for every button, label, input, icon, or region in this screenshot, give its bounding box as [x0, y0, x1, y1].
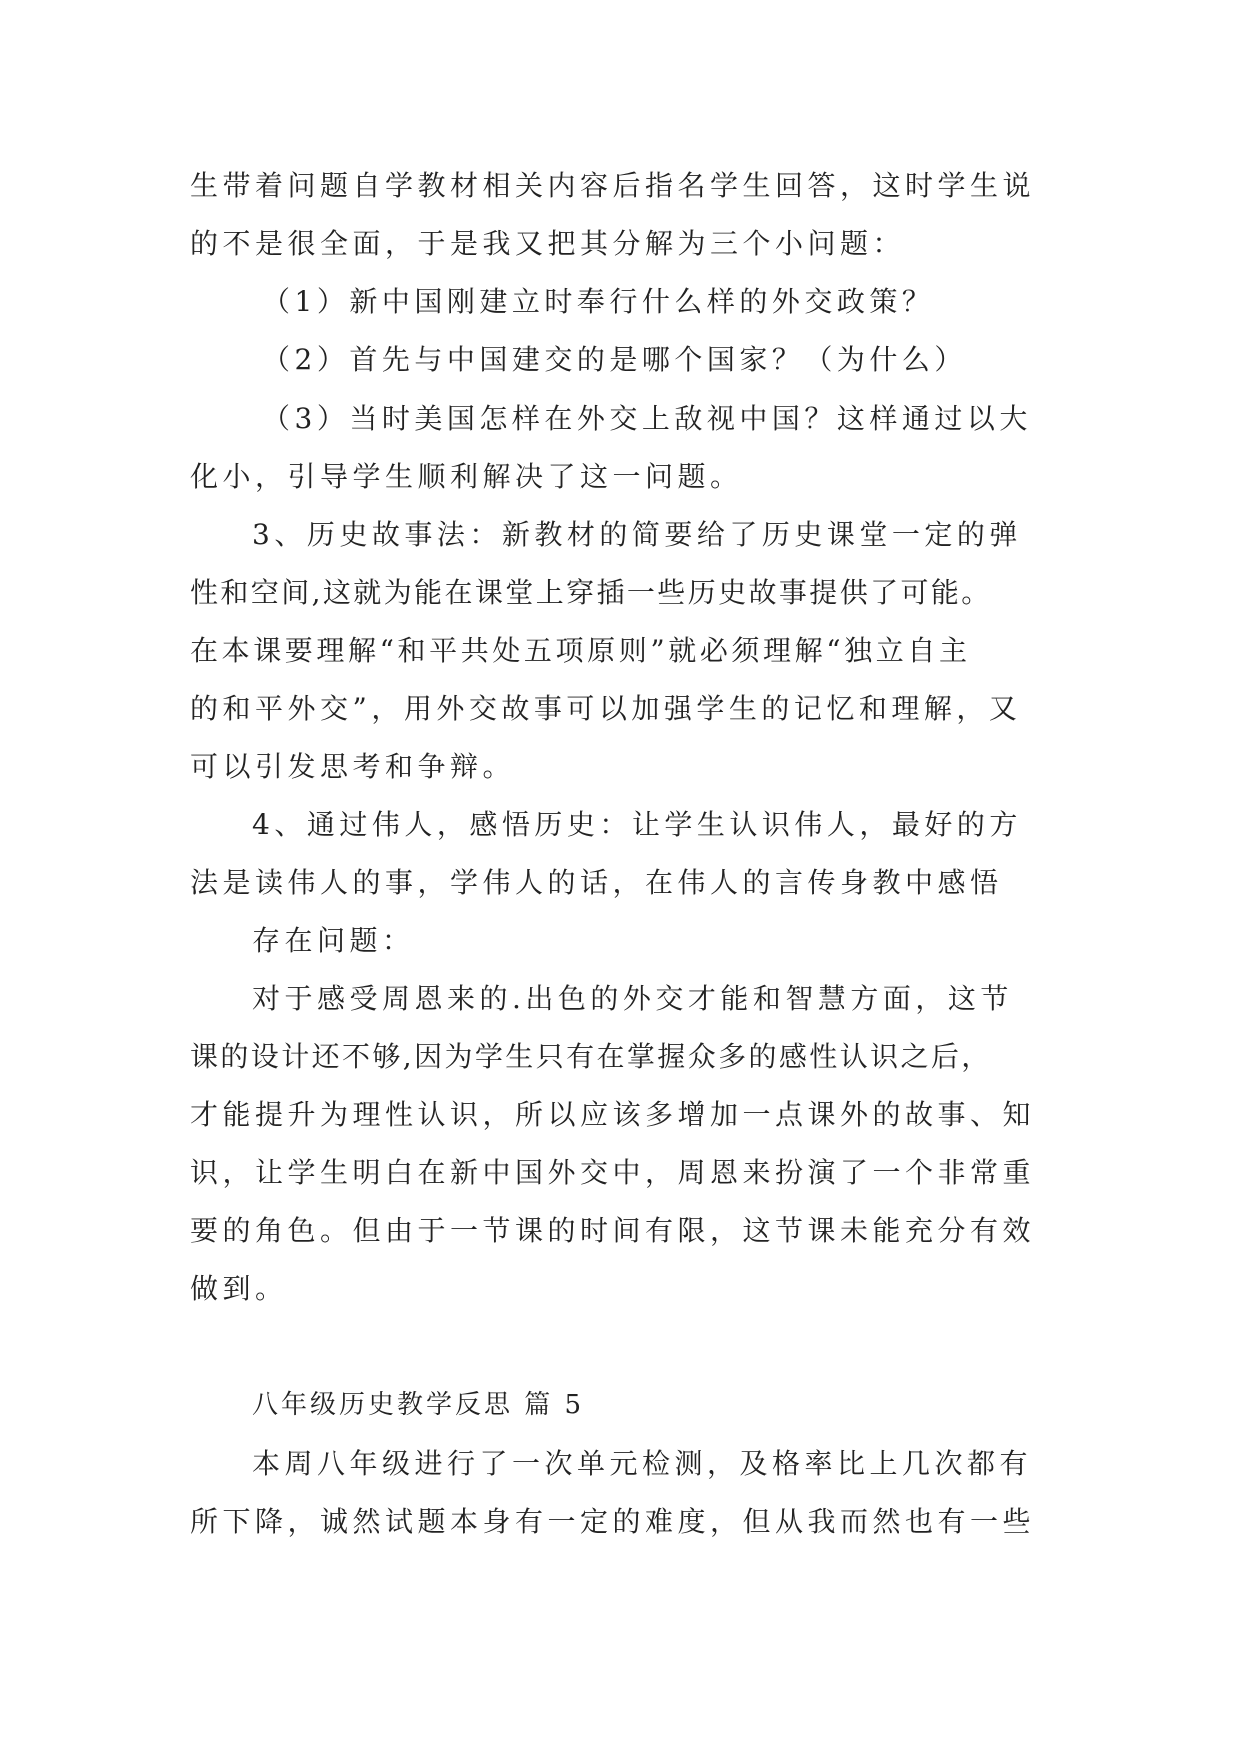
- paragraph-line: 可以引发思考和争辩。: [190, 750, 516, 783]
- paragraph-line: 法是读伟人的事，学伟人的话，在伟人的言传身教中感悟: [190, 866, 1003, 899]
- paragraph-line: 课的设计还不够,因为学生只有在掌握众多的感性认识之后，: [190, 1040, 992, 1073]
- paragraph-line: 的和平外交”，用外交故事可以加强学生的记忆和理解，又: [190, 692, 1022, 725]
- paragraph-line: 要的角色。但由于一节课的时间有限，这节课未能充分有效: [190, 1214, 1036, 1247]
- paragraph-line: 性和空间,这就为能在课堂上穿插一些历史故事提供了可能。: [190, 576, 992, 609]
- paragraph-line: 的不是很全面，于是我又把其分解为三个小问题：: [190, 227, 906, 260]
- section-title: 八年级历史教学反思 篇 5: [252, 1390, 585, 1420]
- paragraph-line: 化小，引导学生顺利解决了这一问题。: [190, 460, 743, 493]
- paragraph-line: 生带着问题自学教材相关内容后指名学生回答，这时学生说: [190, 169, 1036, 202]
- paragraph-line: 识，让学生明白在新中国外交中，周恩来扮演了一个非常重: [190, 1156, 1036, 1189]
- section-label: 存在问题：: [252, 924, 415, 957]
- paragraph-line: 4、通过伟人，感悟历史：让学生认识伟人，最好的方: [252, 808, 1022, 841]
- paragraph-line: 所下降，诚然试题本身有一定的难度，但从我而然也有一些: [190, 1505, 1036, 1538]
- paragraph-line: 在本课要理解“和平共处五项原则”就必须理解“独立自主: [190, 634, 971, 667]
- paragraph-line: 才能提升为理性认识，所以应该多增加一点课外的故事、知: [190, 1098, 1036, 1131]
- paragraph-line: 本周八年级进行了一次单元检测，及格率比上几次都有: [252, 1447, 1033, 1480]
- list-item: （1）新中国刚建立时奉行什么样的外交政策？: [262, 285, 935, 318]
- list-item: （3）当时美国怎样在外交上敌视中国？这样通过以大: [262, 402, 1032, 435]
- paragraph-line: 做到。: [190, 1272, 288, 1305]
- paragraph-line: 3、历史故事法：新教材的简要给了历史课堂一定的弹: [252, 518, 1022, 551]
- list-item: （2）首先与中国建交的是哪个国家？（为什么）: [262, 343, 967, 376]
- paragraph-line: 对于感受周恩来的.出色的外交才能和智慧方面，这节: [252, 982, 1013, 1015]
